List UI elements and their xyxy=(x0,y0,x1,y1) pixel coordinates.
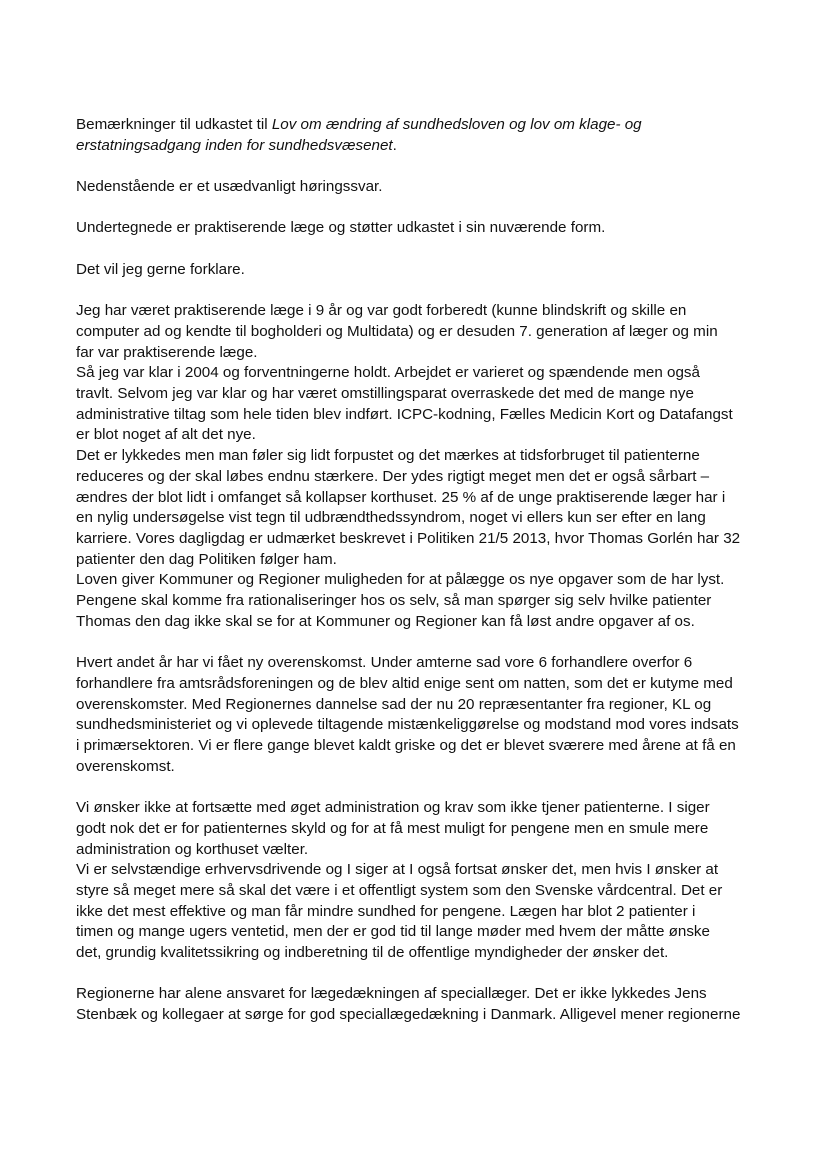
text-line: Vi ønsker ikke at fortsætte med øget administration og krav som ikke tjener patienterne. I siger xyxy=(76,799,710,817)
law-title-part-2: erstatningsadgang inden for sundhedsvæsenet xyxy=(76,136,393,154)
text-line: computer ad og kendte til bogholderi og Multidata) og er desuden 7. generation af læger og min xyxy=(76,322,718,340)
text-line: Thomas den dag ikke skal se for at Kommuner og Regioner kan få løst andre opgaver af os. xyxy=(76,612,695,630)
text-line: styre så meget mere så skal det være i et offentligt system som den Svenske vårdcentral. Det er xyxy=(76,881,723,899)
text-line: Så jeg var klar i 2004 og forventningerne holdt. Arbejdet er varieret og spændende men også xyxy=(76,364,700,382)
text-line: en nylig undersøgelse vist tegn til udbrændthedssyndrom, noget vi ellers kun ser efter en lang xyxy=(76,509,706,527)
text-line: Det er lykkedes men man føler sig lidt forpustet og det mærkes at tidsforbruget til patienterne xyxy=(76,447,700,465)
text-line: Undertegnede er praktiserende læge og støtter udkastet i sin nuværende form. xyxy=(76,219,606,237)
text-line: patienter den dag Politiken følger ham. xyxy=(76,550,337,568)
text-line: Stenbæk og kollegaer at sørge for god speciallægedækning i Danmark. Alligevel mener regionerne xyxy=(76,1006,741,1024)
text-line: Vi er selvstændige erhvervsdrivende og I siger at I også fortsat ønsker det, men hvis I ønsker at xyxy=(76,861,719,879)
intro-lead: Bemærkninger til udkastet til xyxy=(76,116,272,133)
document-body xyxy=(76,115,756,1047)
text-line: Regionerne har alene ansvaret for lægedækningen af speciallæger. Det er ikke lykkedes Jens xyxy=(76,985,707,1003)
intro-line-1 xyxy=(76,115,756,136)
text-line: Nedenstående er et usædvanligt høringssvar. xyxy=(76,178,383,196)
text-line: Pengene skal komme fra rationaliseringer hos os selv, så man spørger sig selv hvilke patienter xyxy=(76,592,712,610)
intro-trail: . xyxy=(392,136,397,154)
text-line: forhandlere fra amtsrådsforeningen og de blev altid enige sent om natten, som det er kutyme med xyxy=(76,674,733,692)
text-line: Jeg har været praktiserende læge i 9 år og var godt forberedt (kunne blindskrift og skille en xyxy=(76,302,687,320)
text-line: sundhedsministeriet og vi oplevede tiltagende mistænkeliggørelse og modstand mod vores indsats xyxy=(76,716,739,734)
law-title-part-1: Lov om ændring af sundhedsloven og lov om klage- og xyxy=(271,116,642,133)
text-line: administration og korthuset vælter. xyxy=(76,840,309,858)
text-line: Loven giver Kommuner og Regioner muligheden for at pålægge os nye opgaver som de har lyst. xyxy=(76,571,725,589)
text-line: overenskomster. Med Regionernes dannelse sad der nu 20 repræsentanter fra regioner, KL og xyxy=(76,695,712,713)
text-line: far var praktiserende læge. xyxy=(76,343,258,361)
body-paragraph xyxy=(76,653,756,777)
body-paragraph xyxy=(76,260,756,281)
text-line: ikke det mest effektive og man får mindre sundhed for pengene. Lægen har blot 2 patienter i xyxy=(76,902,696,920)
body-paragraph xyxy=(76,218,756,239)
text-line: er blot noget af alt det nye. xyxy=(76,426,256,444)
text-line: reduceres og der skal løbes endnu stærkere. Der ydes rigtigt meget men det er også sårbart – xyxy=(76,467,710,485)
text-line: karriere. Vores dagligdag er udmærket beskrevet i Politiken 21/5 2013, hvor Thomas Gorlén har 32 xyxy=(76,530,741,547)
text-line: overenskomst. xyxy=(76,757,175,775)
text-line: administrative tiltag som hele tiden blev indført. ICPC-kodning, Fælles Medicin Kort og Datafangst xyxy=(76,405,733,423)
text-line: Det vil jeg gerne forklare. xyxy=(76,260,245,278)
body-paragraphs xyxy=(76,177,756,1026)
text-line: Hvert andet år har vi fået ny overenskomst. Under amterne sad vore 6 forhandlere overfor 6 xyxy=(76,654,693,672)
text-line: godt nok det er for patienternes skyld og for at få mest muligt for pengene men en smule mere xyxy=(76,819,709,837)
text-line: det, grundig kvalitetssikring og indberetning til de offentlige myndigheder der ønsker det. xyxy=(76,944,669,962)
body-paragraph xyxy=(76,798,756,964)
body-paragraph xyxy=(76,177,756,198)
text-line: travlt. Selvom jeg var klar og har været omstillingsparat overraskede det med de mange nye xyxy=(76,385,694,403)
intro-line-2 xyxy=(76,136,756,157)
text-line: i primærsektoren. Vi er flere gange blevet kaldt griske og det er blevet sværere med årene at få en xyxy=(76,737,736,755)
body-paragraph xyxy=(76,984,756,1025)
text-line: timen og mange ugers ventetid, men der er god tid til lange møder med hvem der måtte ønske xyxy=(76,923,710,941)
text-line: ændres der blot lidt i omfanget så kollapser korthuset. 25 % af de unge praktiserende læger har i xyxy=(76,488,726,506)
body-paragraph xyxy=(76,301,756,632)
intro-paragraph xyxy=(76,115,756,156)
